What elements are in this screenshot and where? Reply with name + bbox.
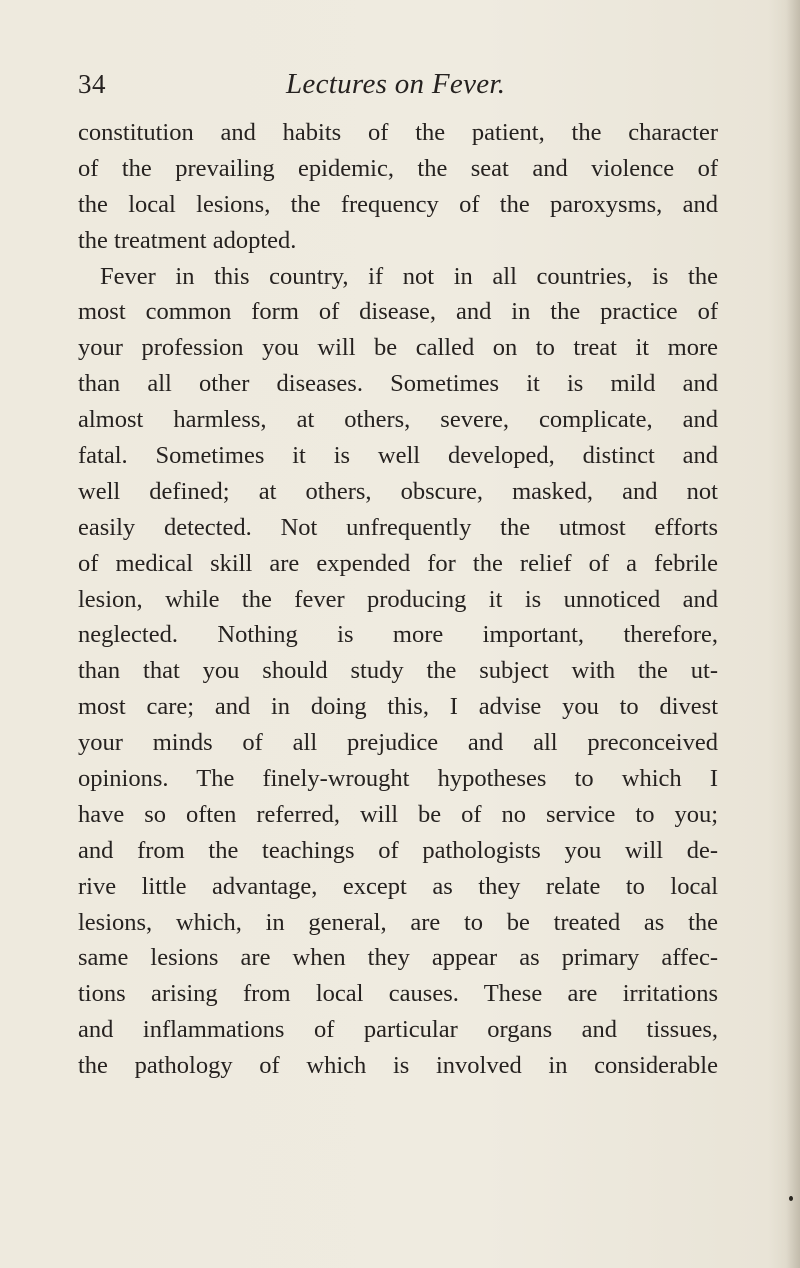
text-line: the treatment adopted. <box>78 226 297 254</box>
text-line: lesions, which, in general, are to be treated as the <box>78 908 718 936</box>
text-line: fatal. Sometimes it is well developed, distinct and <box>78 442 718 470</box>
text-line: almost harmless, at others, severe, complicate, and <box>78 406 718 434</box>
text-line: than that you should study the subject with the ut- <box>78 657 718 685</box>
text-line: opinions. The finely-wrought hypotheses to which I <box>78 765 718 793</box>
text-line: the local lesions, the frequency of the paroxysms, and <box>78 190 718 218</box>
text-line: neglected. Nothing is more important, therefore, <box>78 621 718 649</box>
running-header <box>78 64 738 104</box>
page-number: 34 <box>78 69 106 99</box>
ink-speck <box>789 1196 793 1201</box>
text-line: Fever in this country, if not in all countries, is the <box>100 262 718 290</box>
text-line: have so often referred, will be of no service to you; <box>78 800 718 828</box>
text-line: well defined; at others, obscure, masked, and not <box>78 477 718 505</box>
text-line: rive little advantage, except as they relate to local <box>78 872 718 900</box>
text-line: lesion, while the fever producing it is unnoticed and <box>78 585 718 613</box>
text-line: than all other diseases. Sometimes it is mild and <box>78 370 718 398</box>
text-line: same lesions are when they appear as primary affec- <box>78 944 718 972</box>
text-line: the pathology of which is involved in considerable <box>78 1052 718 1080</box>
text-line: easily detected. Not unfrequently the utmost efforts <box>78 513 718 541</box>
page-edge-shadow <box>786 0 800 1268</box>
text-line: most care; and in doing this, I advise you to divest <box>78 693 718 721</box>
text-line: of the prevailing epidemic, the seat and violence of <box>78 154 718 182</box>
text-line: and from the teachings of pathologists you will de- <box>78 836 718 864</box>
text-line: your profession you will be called on to treat it more <box>78 334 718 362</box>
text-line: constitution and habits of the patient, the character <box>78 119 718 146</box>
text-line: and inflammations of particular organs and tissues, <box>78 1016 718 1044</box>
text-line: tions arising from local causes. These are irritations <box>78 980 718 1008</box>
body-text <box>78 115 718 1084</box>
text-line: most common form of disease, and in the practice of <box>78 298 718 326</box>
text-line: your minds of all prejudice and all preconceived <box>78 729 718 757</box>
running-title: Lectures on Fever. <box>286 68 506 100</box>
text-line: of medical skill are expended for the relief of a febrile <box>78 549 718 577</box>
